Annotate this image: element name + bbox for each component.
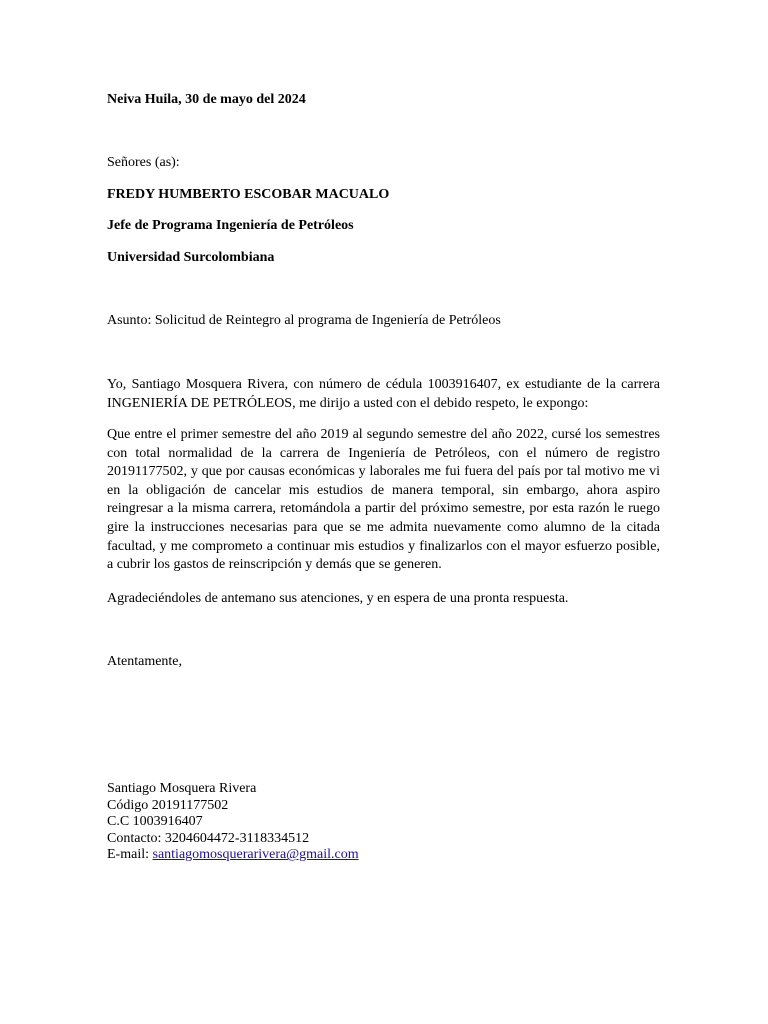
greeting: Señores (as):: [107, 155, 180, 170]
signature-name: Santiago Mosquera Rivera: [107, 781, 257, 796]
email-link[interactable]: santiagomosquerarivera@gmail.com: [152, 847, 359, 863]
recipient-institution: Universidad Surcolombiana: [107, 250, 275, 265]
signature-block: [107, 781, 359, 864]
subject-line: Asunto: Solicitud de Reintegro al programa de Ingeniería de Petróleos: [107, 313, 501, 328]
signature-code: Código 20191177502: [107, 797, 229, 813]
signature-id: C.C 1003916407: [107, 814, 203, 830]
signature-contact: Contacto: 3204604472-3118334512: [107, 830, 310, 846]
body-paragraph-intro: Yo, Santiago Mosquera Rivera, con número de cédula 1003916407, ex estudiante de la carrera INGENIERÍA DE PETRÓLEOS, me dirijo a usted con el debido respeto, le expongo:: [107, 377, 660, 411]
date-line: Neiva Huila, 30 de mayo del 2024: [107, 92, 306, 107]
recipient-name: FREDY HUMBERTO ESCOBAR MACUALO: [107, 187, 390, 202]
body-paragraph-thanks: Agradeciéndoles de antemano sus atenciones, y en espera de una pronta respuesta.: [107, 591, 569, 606]
recipient-position: Jefe de Programa Ingeniería de Petróleos: [107, 218, 354, 233]
signature-email-line: [107, 847, 359, 864]
email-label: E-mail:: [107, 847, 153, 863]
body-paragraph-request: Que entre el primer semestre del año 2019 al segundo semestre del año 2022, cursé los semestres con total normalidad de la carrera de Ingeniería de Petróleos, con el número de registro 20191177502, y que por causas económicas y laborales me fui fuera del país por tal motivo me vi en la obligación de cancelar mis estudios de manera temporal, sin embargo, ahora aspiro reingresar a la misma carrera, retomándola a partir del próximo semestre, por esta razón le ruego gire la instrucciones necesarias para que se me admita nuevamente como alumno de la citada facultad, y me comprometo a continuar mis estudios y finalizarlos con el mayor esfuerzo posible, a cubrir los gastos de reinscripción y demás que se generen.: [107, 427, 660, 573]
closing: Atentamente,: [107, 654, 183, 669]
